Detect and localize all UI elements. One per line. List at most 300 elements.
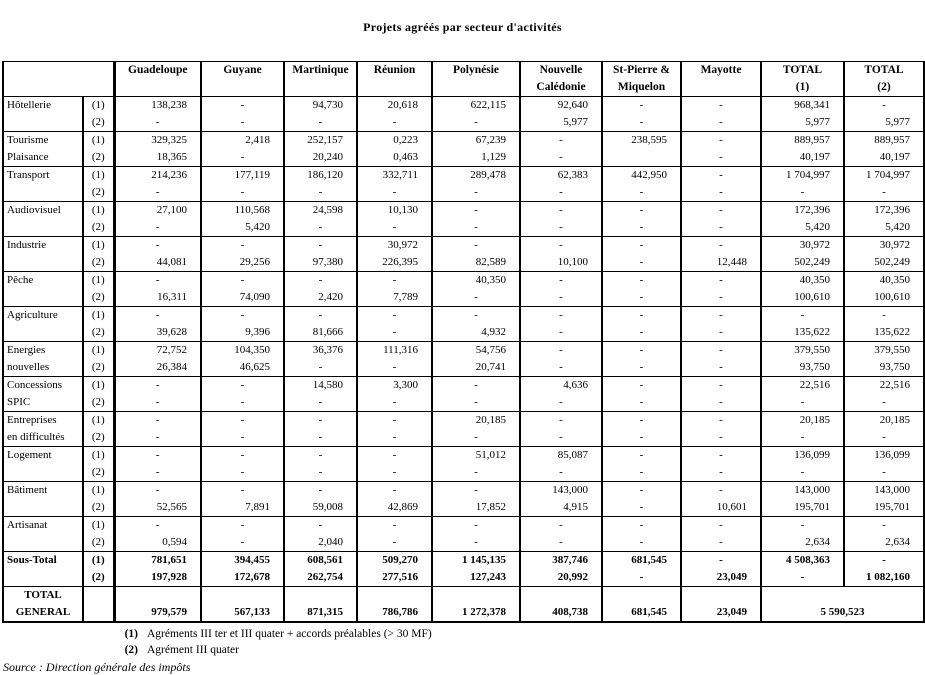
table-cell — [432, 342, 520, 377]
cell-value: - — [392, 309, 397, 321]
table-cell — [844, 307, 924, 342]
cell-value: 622,115 — [470, 99, 506, 111]
cell-value: 17,852 — [475, 501, 506, 513]
cell-value: - — [318, 449, 323, 461]
cell-value: 30,972 — [799, 239, 830, 251]
cell-value: 136,099 — [794, 449, 830, 461]
row-marker: (2) — [91, 221, 105, 233]
cell-value: 62,383 — [557, 169, 588, 181]
projects-by-sector-table — [2, 61, 925, 623]
cell-value: - — [318, 309, 323, 321]
table-cell — [602, 272, 681, 307]
table-cell — [520, 342, 602, 377]
cell-value: - — [474, 466, 478, 478]
col-header-line — [116, 79, 201, 96]
cell-value: 889,957 — [794, 134, 830, 146]
table-cell — [681, 167, 761, 202]
cell-value: - — [155, 449, 160, 461]
table-cell — [844, 132, 924, 167]
cell-value: - — [392, 536, 397, 548]
table-cell — [114, 447, 201, 482]
cell-value: - — [240, 484, 245, 496]
col-header — [844, 62, 924, 97]
total-general-cell — [284, 587, 357, 623]
table-cell — [602, 132, 681, 167]
table-cell — [114, 342, 201, 377]
table-cell — [520, 377, 602, 412]
row-marker: (2) — [91, 326, 105, 338]
col-header — [357, 62, 432, 97]
table-cell — [114, 412, 201, 447]
cell-value: - — [474, 239, 478, 251]
row-marker: (1) — [91, 554, 105, 566]
cell-value: 40,350 — [879, 274, 910, 286]
table-cell — [602, 412, 681, 447]
table-cell — [602, 482, 681, 517]
table-cell — [432, 447, 520, 482]
total-general-cell — [114, 587, 201, 623]
cell-value: 781,651 — [151, 554, 187, 566]
cell-value: 387,746 — [552, 554, 588, 566]
cell-value: 0,463 — [393, 151, 418, 163]
cell-value: - — [559, 309, 563, 321]
table-row — [3, 342, 924, 377]
table-cell — [520, 132, 602, 167]
cell-value: - — [318, 239, 323, 251]
cell-spacer — [603, 587, 680, 604]
cell-value: - — [155, 274, 160, 286]
cell-value: - — [719, 134, 723, 146]
cell-value: 67,239 — [475, 134, 506, 146]
table-cell — [520, 482, 602, 517]
cell-value: - — [639, 204, 644, 216]
cell-value: - — [392, 449, 397, 461]
cell-value: - — [639, 501, 644, 513]
cell-value: 30,972 — [387, 239, 418, 251]
cell-value: 1 082,160 — [866, 571, 910, 583]
table-cell — [761, 412, 844, 447]
table-cell — [201, 447, 284, 482]
row-label-line: Concessions — [7, 379, 62, 391]
table-cell — [761, 552, 844, 587]
cell-value: 5,420 — [885, 221, 910, 233]
cell-spacer — [521, 587, 601, 604]
cell-value: 5,977 — [563, 116, 588, 128]
table-cell — [844, 342, 924, 377]
table-cell — [761, 342, 844, 377]
cell-value: - — [318, 519, 323, 531]
cell-value: - — [719, 309, 723, 321]
cell-value: 27,100 — [156, 204, 187, 216]
row-marker: (1) — [91, 484, 105, 496]
table-cell — [114, 377, 201, 412]
cell-value: - — [719, 344, 723, 356]
cell-value: 93,750 — [879, 361, 910, 373]
cell-value: - — [639, 239, 644, 251]
cell-value: 26,384 — [156, 361, 187, 373]
cell-value: - — [719, 151, 723, 163]
table-cell — [844, 97, 924, 132]
cell-value: 40,197 — [879, 151, 910, 163]
cell-value: 20,240 — [312, 151, 343, 163]
table-cell — [201, 237, 284, 272]
table-cell — [681, 412, 761, 447]
table-cell — [284, 97, 357, 132]
cell-value: 681,545 — [631, 554, 667, 566]
col-header-line: St-Pierre & — [613, 64, 670, 76]
row-label — [3, 97, 83, 132]
table-cell — [681, 97, 761, 132]
cell-value: - — [559, 536, 563, 548]
cell-value: - — [155, 431, 160, 443]
cell-value: 172,396 — [874, 204, 910, 216]
cell-value: 82,589 — [475, 256, 506, 268]
table-cell — [201, 412, 284, 447]
cell-value: - — [719, 431, 723, 443]
row-label-line: SPIC — [7, 396, 31, 408]
footnote-2-marker: (2) — [124, 644, 138, 656]
row-marker: (2) — [91, 536, 105, 548]
cell-spacer — [358, 587, 431, 604]
row-label — [3, 377, 83, 412]
cell-value: - — [719, 326, 723, 338]
cell-value: 20,185 — [879, 414, 910, 426]
cell-value: - — [639, 221, 644, 233]
cell-value: - — [318, 484, 323, 496]
cell-value: - — [474, 186, 478, 198]
table-cell — [432, 552, 520, 587]
cell-value: - — [240, 466, 245, 478]
cell-value: - — [719, 519, 723, 531]
cell-value: 72,752 — [156, 344, 187, 356]
table-cell — [602, 167, 681, 202]
cell-value: - — [639, 449, 644, 461]
table-cell — [520, 307, 602, 342]
cell-value: 85,087 — [557, 449, 588, 461]
cell-value: - — [474, 291, 478, 303]
total-general-value: 23,049 — [716, 606, 747, 618]
total-general-merged-value: 5 590,523 — [820, 606, 865, 618]
cell-value: - — [559, 274, 563, 286]
row-label-line: Energies — [7, 344, 46, 356]
cell-value: 20,185 — [799, 414, 830, 426]
cell-value: 127,243 — [470, 571, 506, 583]
table-cell — [201, 132, 284, 167]
row-marker: (1) — [91, 449, 105, 461]
cell-value: 5,420 — [805, 221, 830, 233]
cell-value: 20,185 — [475, 414, 506, 426]
cell-value: - — [155, 414, 160, 426]
table-cell — [761, 447, 844, 482]
row-label — [3, 342, 83, 377]
table-cell — [432, 167, 520, 202]
cell-value: 143,000 — [794, 484, 830, 496]
table-cell — [761, 482, 844, 517]
cell-value: - — [639, 274, 644, 286]
header-spacer — [3, 62, 114, 97]
cell-value: 10,100 — [557, 256, 588, 268]
col-header-line — [285, 79, 356, 96]
cell-value: 289,478 — [470, 169, 506, 181]
cell-value: - — [719, 116, 723, 128]
cell-value: 394,455 — [234, 554, 270, 566]
row-label-line: Transport — [7, 169, 50, 181]
table-cell — [284, 482, 357, 517]
cell-value: - — [559, 431, 563, 443]
cell-value: 1,129 — [481, 151, 506, 163]
cell-value: 40,350 — [799, 274, 830, 286]
row-label-line: Plaisance — [7, 151, 49, 163]
total-general-label-line: GENERAL — [15, 606, 71, 618]
table-cell — [357, 272, 432, 307]
cell-value: - — [882, 99, 886, 111]
cell-value: 7,891 — [245, 501, 270, 513]
table-cell — [284, 307, 357, 342]
row-label — [3, 202, 83, 237]
table-cell — [357, 307, 432, 342]
cell-value: - — [318, 186, 323, 198]
row-label-line — [4, 534, 82, 551]
table-cell — [844, 517, 924, 552]
cell-value: - — [240, 379, 245, 391]
cell-value: 502,249 — [794, 256, 830, 268]
table-cell — [201, 167, 284, 202]
col-header-line: Nouvelle — [539, 64, 583, 76]
table-cell — [761, 377, 844, 412]
cell-value: 4,915 — [563, 501, 588, 513]
table-cell — [201, 272, 284, 307]
cell-value: 97,380 — [312, 256, 343, 268]
cell-value: - — [240, 99, 245, 111]
cell-value: 1 704,997 — [786, 169, 830, 181]
row-marker: (2) — [91, 186, 105, 198]
cell-value: - — [719, 484, 723, 496]
table-cell — [681, 377, 761, 412]
cell-value: - — [474, 309, 478, 321]
cell-value: 889,957 — [874, 134, 910, 146]
cell-value: - — [719, 396, 723, 408]
cell-value: - — [240, 414, 245, 426]
row-label — [3, 517, 83, 552]
cell-value: 238,595 — [631, 134, 667, 146]
cell-spacer — [116, 587, 201, 604]
table-cell — [602, 377, 681, 412]
cell-value: 195,701 — [794, 501, 830, 513]
table-cell — [844, 202, 924, 237]
cell-value: 1 704,997 — [866, 169, 910, 181]
table-cell — [432, 237, 520, 272]
cell-value: - — [800, 571, 805, 583]
cell-value: 5,977 — [885, 116, 910, 128]
table-cell — [201, 377, 284, 412]
table-cell — [284, 552, 357, 587]
row-markers — [83, 517, 114, 552]
table-cell — [432, 412, 520, 447]
table-header — [3, 62, 924, 97]
cell-value: - — [800, 186, 805, 198]
col-header-line: Martinique — [292, 64, 349, 76]
row-markers — [83, 167, 114, 202]
cell-value: - — [882, 431, 886, 443]
col-header-line: Réunion — [373, 64, 416, 76]
cell-value: 442,950 — [631, 169, 667, 181]
cell-value: - — [392, 431, 397, 443]
col-header-line — [358, 79, 431, 96]
col-header-line: TOTAL — [864, 64, 904, 76]
cell-value: 100,610 — [874, 291, 910, 303]
total-general-label-line: TOTAL — [24, 589, 62, 601]
cell-value: 18,365 — [156, 151, 187, 163]
cell-value: 177,119 — [234, 169, 270, 181]
cell-value: - — [318, 396, 323, 408]
cell-value: 36,376 — [312, 344, 343, 356]
cell-value: - — [155, 466, 160, 478]
cell-value: - — [719, 239, 723, 251]
table-cell — [114, 517, 201, 552]
row-marker: (1) — [91, 379, 105, 391]
table-cell — [844, 552, 924, 587]
row-label-line: Pêche — [7, 274, 34, 286]
cell-value: - — [240, 519, 245, 531]
total-general-cell — [201, 587, 284, 623]
table-cell — [201, 97, 284, 132]
total-general-value: 1 272,378 — [462, 606, 506, 618]
cell-value: - — [318, 414, 323, 426]
cell-value: - — [559, 204, 563, 216]
table-cell — [114, 97, 201, 132]
table-cell — [761, 307, 844, 342]
cell-value: - — [639, 484, 644, 496]
table-cell — [201, 202, 284, 237]
cell-value: 42,869 — [387, 501, 418, 513]
row-marker: (2) — [91, 151, 105, 163]
cell-value: 92,640 — [557, 99, 588, 111]
cell-value: 9,396 — [245, 326, 270, 338]
table-cell — [520, 272, 602, 307]
cell-value: - — [639, 414, 644, 426]
table-cell — [520, 412, 602, 447]
cell-value: 329,325 — [151, 134, 187, 146]
table-cell — [520, 202, 602, 237]
cell-value: - — [240, 536, 245, 548]
table-row — [3, 447, 924, 482]
cell-value: - — [559, 414, 563, 426]
cell-spacer — [762, 587, 923, 604]
cell-value: - — [392, 116, 397, 128]
cell-value: - — [318, 361, 323, 373]
cell-value: - — [882, 309, 886, 321]
row-label — [3, 552, 83, 587]
cell-value: 332,711 — [382, 169, 418, 181]
table-cell — [284, 412, 357, 447]
cell-value: 23,049 — [716, 571, 747, 583]
table-cell — [681, 132, 761, 167]
table-cell — [681, 202, 761, 237]
cell-value: - — [639, 466, 644, 478]
cell-value: - — [392, 519, 397, 531]
table-cell — [357, 482, 432, 517]
cell-value: - — [639, 186, 644, 198]
row-markers — [83, 237, 114, 272]
row-markers — [83, 132, 114, 167]
cell-value: 14,580 — [312, 379, 343, 391]
row-marker: (2) — [91, 431, 105, 443]
footnote-1-marker: (1) — [124, 628, 138, 640]
table-cell — [284, 132, 357, 167]
row-marker: (1) — [91, 309, 105, 321]
col-header-line: (2) — [877, 81, 891, 93]
col-header-line: TOTAL — [782, 64, 823, 76]
cell-value: 968,341 — [794, 99, 830, 111]
row-marker: (2) — [91, 291, 105, 303]
table-cell — [432, 272, 520, 307]
cell-value: 143,000 — [552, 484, 588, 496]
table-row — [3, 307, 924, 342]
col-header-line: Miquelon — [617, 81, 666, 93]
table-cell — [284, 167, 357, 202]
cell-value: - — [392, 466, 397, 478]
total-general-value: 567,133 — [234, 606, 270, 618]
cell-value: - — [719, 221, 723, 233]
row-label-line: en difficultés — [7, 431, 65, 443]
row-label-line — [4, 114, 82, 131]
table-cell — [520, 167, 602, 202]
cell-value: 2,634 — [805, 536, 830, 548]
cell-value: - — [639, 431, 644, 443]
col-header — [201, 62, 284, 97]
table-cell — [201, 307, 284, 342]
table-cell — [357, 552, 432, 587]
cell-value: 110,568 — [234, 204, 270, 216]
table-cell — [681, 307, 761, 342]
col-header-line — [682, 79, 760, 96]
cell-value: - — [474, 204, 478, 216]
cell-value: - — [318, 221, 323, 233]
cell-value: - — [719, 274, 723, 286]
table-cell — [357, 377, 432, 412]
col-header-line: Mayotte — [700, 64, 742, 76]
cell-value: 608,561 — [307, 554, 343, 566]
cell-value: - — [719, 291, 723, 303]
cell-value: 10,130 — [387, 204, 418, 216]
cell-value: 40,197 — [799, 151, 830, 163]
cell-value: - — [392, 326, 397, 338]
row-label-line — [4, 324, 82, 341]
cell-value: - — [318, 466, 323, 478]
total-general-value: 786,786 — [382, 606, 418, 618]
table-cell — [602, 97, 681, 132]
table-cell — [761, 517, 844, 552]
cell-value: - — [639, 116, 644, 128]
cell-value: - — [719, 361, 723, 373]
cell-value: - — [155, 116, 160, 128]
cell-value: 172,396 — [794, 204, 830, 216]
cell-value: 138,238 — [151, 99, 187, 111]
col-header — [432, 62, 520, 97]
row-label-line — [4, 289, 82, 306]
table-cell — [114, 132, 201, 167]
cell-value: - — [155, 519, 160, 531]
row-markers — [83, 552, 114, 587]
table-cell — [114, 552, 201, 587]
cell-value: 94,730 — [312, 99, 343, 111]
table-row — [3, 517, 924, 552]
cell-value: 12,448 — [716, 256, 747, 268]
table-cell — [681, 272, 761, 307]
table-cell — [520, 447, 602, 482]
cell-value: 20,741 — [475, 361, 506, 373]
row-marker: (2) — [91, 361, 105, 373]
